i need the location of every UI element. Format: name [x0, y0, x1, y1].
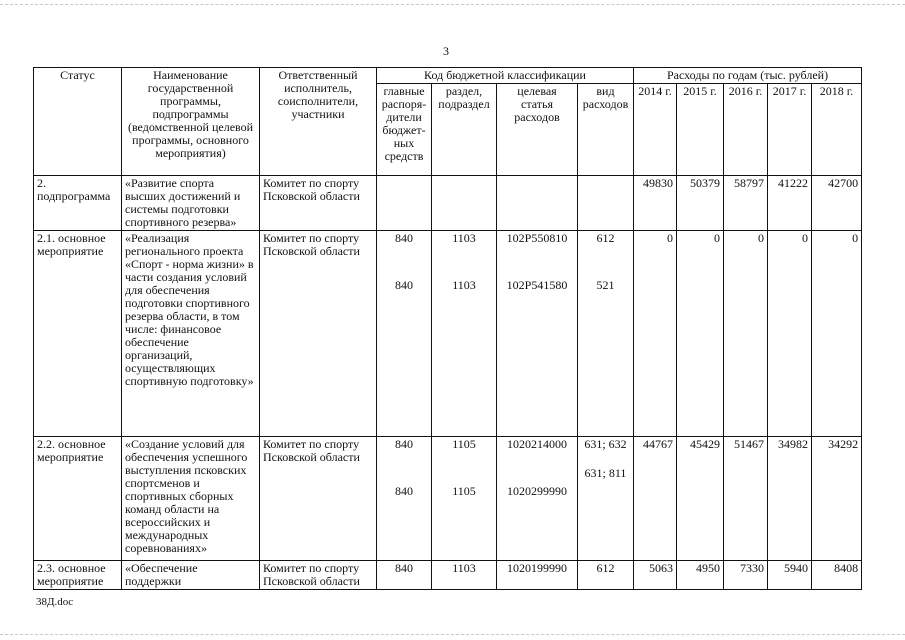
- type-value: 631; 632: [584, 437, 627, 451]
- type-value: 612: [596, 231, 615, 245]
- header-status: Статус: [34, 68, 122, 176]
- row-status: 2.3. основное мероприятие: [34, 561, 122, 590]
- page-number: 3: [443, 44, 449, 58]
- row-value-2018: 0: [812, 231, 862, 437]
- row-type: [578, 231, 634, 437]
- header-year-2017: 2017 г.: [768, 84, 812, 176]
- row-grbs: [377, 176, 432, 231]
- row-value-2015: 4950: [677, 561, 724, 590]
- target-value: 102Р541580: [506, 278, 568, 292]
- row-grbs: [377, 561, 432, 590]
- row-status: 2.2. основное мероприятие: [34, 437, 122, 561]
- row-value-2016: 58797: [724, 176, 768, 231]
- header-year-2016: 2016 г.: [724, 84, 768, 176]
- section-value: 1105: [452, 437, 476, 451]
- header-target: целевая статья расходов: [497, 84, 578, 176]
- row-responsible: Комитет по спорту Псковской области: [260, 561, 377, 590]
- row-responsible: Комитет по спорту Псковской области: [260, 176, 377, 231]
- row-value-2014: 5063: [634, 561, 677, 590]
- row-section: [432, 437, 497, 561]
- row-section: [432, 231, 497, 437]
- budget-table: [33, 67, 862, 590]
- section-value: 1103: [452, 278, 476, 292]
- row-value-2015: 45429: [677, 437, 724, 561]
- row-value-2015: 0: [677, 231, 724, 437]
- row-status: 2.1. основное мероприятие: [34, 231, 122, 437]
- row-name: «Обеспечение поддержки: [122, 561, 260, 590]
- grbs-value: 840: [395, 561, 413, 575]
- section-value: 1103: [452, 231, 476, 245]
- row-value-2016: 51467: [724, 437, 768, 561]
- target-value: 102Р550810: [506, 231, 568, 245]
- bottom-scan-line: [0, 634, 905, 635]
- row-responsible: Комитет по спорту Псковской области: [260, 437, 377, 561]
- row-value-2017: 5940: [768, 561, 812, 590]
- grbs-value: 840: [395, 484, 413, 498]
- header-row-1: [34, 68, 862, 84]
- section-value: 1103: [452, 561, 476, 575]
- footer-filename: 38Д.doc: [36, 596, 74, 608]
- header-year-2015: 2015 г.: [677, 84, 724, 176]
- row-grbs: [377, 437, 432, 561]
- target-value: 1020214000: [507, 437, 567, 451]
- row-value-2018: 34292: [812, 437, 862, 561]
- row-value-2017: 0: [768, 231, 812, 437]
- row-value-2015: 50379: [677, 176, 724, 231]
- header-year-2014: 2014 г.: [634, 84, 677, 176]
- header-year-2018: 2018 г.: [812, 84, 862, 176]
- row-value-2014: 0: [634, 231, 677, 437]
- type-value: 631; 811: [584, 466, 627, 480]
- header-responsible: Ответственный исполнитель, соисполнители, участники: [260, 68, 377, 176]
- top-scan-line: [0, 4, 905, 5]
- row-value-2017: 41222: [768, 176, 812, 231]
- target-value: 1020299990: [507, 484, 567, 498]
- row-target: [497, 561, 578, 590]
- header-section: раздел, подраздел: [432, 84, 497, 176]
- header-grbs: главные распоря-дители бюджет-ных средств: [377, 84, 432, 176]
- row-type: [578, 176, 634, 231]
- header-budget-code: Код бюджетной классификации: [377, 68, 634, 84]
- row-section: [432, 176, 497, 231]
- row-grbs: [377, 231, 432, 437]
- row-type: [578, 561, 634, 590]
- type-value: 612: [596, 561, 615, 575]
- row-value-2017: 34982: [768, 437, 812, 561]
- table-row: [34, 437, 862, 561]
- header-type: вид расходов: [578, 84, 634, 176]
- table-row: [34, 561, 862, 590]
- row-type: [578, 437, 634, 561]
- grbs-value: 840: [395, 437, 413, 451]
- row-responsible: Комитет по спорту Псковской области: [260, 231, 377, 437]
- row-target: [497, 437, 578, 561]
- target-value: 1020199990: [507, 561, 567, 575]
- grbs-value: 840: [395, 278, 413, 292]
- row-name: «Реализация регионального проекта «Спорт - норма жизни» в части создания условий для обеспечения подготовки спортивного резерва области, в том числе: финансовое обеспечение организаций, осуществляющих спортивную подготовку»: [122, 231, 260, 437]
- row-value-2018: 8408: [812, 561, 862, 590]
- section-value: 1105: [452, 484, 476, 498]
- row-section: [432, 561, 497, 590]
- table-row: [34, 231, 862, 437]
- row-name: «Развитие спорта высших достижений и системы подготовки спортивного резерва»: [122, 176, 260, 231]
- row-status: 2. подпрограмма: [34, 176, 122, 231]
- row-value-2016: 0: [724, 231, 768, 437]
- row-value-2014: 49830: [634, 176, 677, 231]
- row-name: «Создание условий для обеспечения успешного выступления псковских спортсменов и спортивных сборных команд области на всероссийских и международных соревнованиях»: [122, 437, 260, 561]
- row-target: [497, 176, 578, 231]
- row-value-2018: 42700: [812, 176, 862, 231]
- header-name: Наименование государственной программы, подпрограммы (ведомственной целевой программы, основного мероприятия): [122, 68, 260, 176]
- table-row: [34, 176, 862, 231]
- row-value-2014: 44767: [634, 437, 677, 561]
- type-value: 521: [596, 278, 615, 292]
- header-expenses: Расходы по годам (тыс. рублей): [634, 68, 862, 84]
- row-value-2016: 7330: [724, 561, 768, 590]
- row-target: [497, 231, 578, 437]
- grbs-value: 840: [395, 231, 413, 245]
